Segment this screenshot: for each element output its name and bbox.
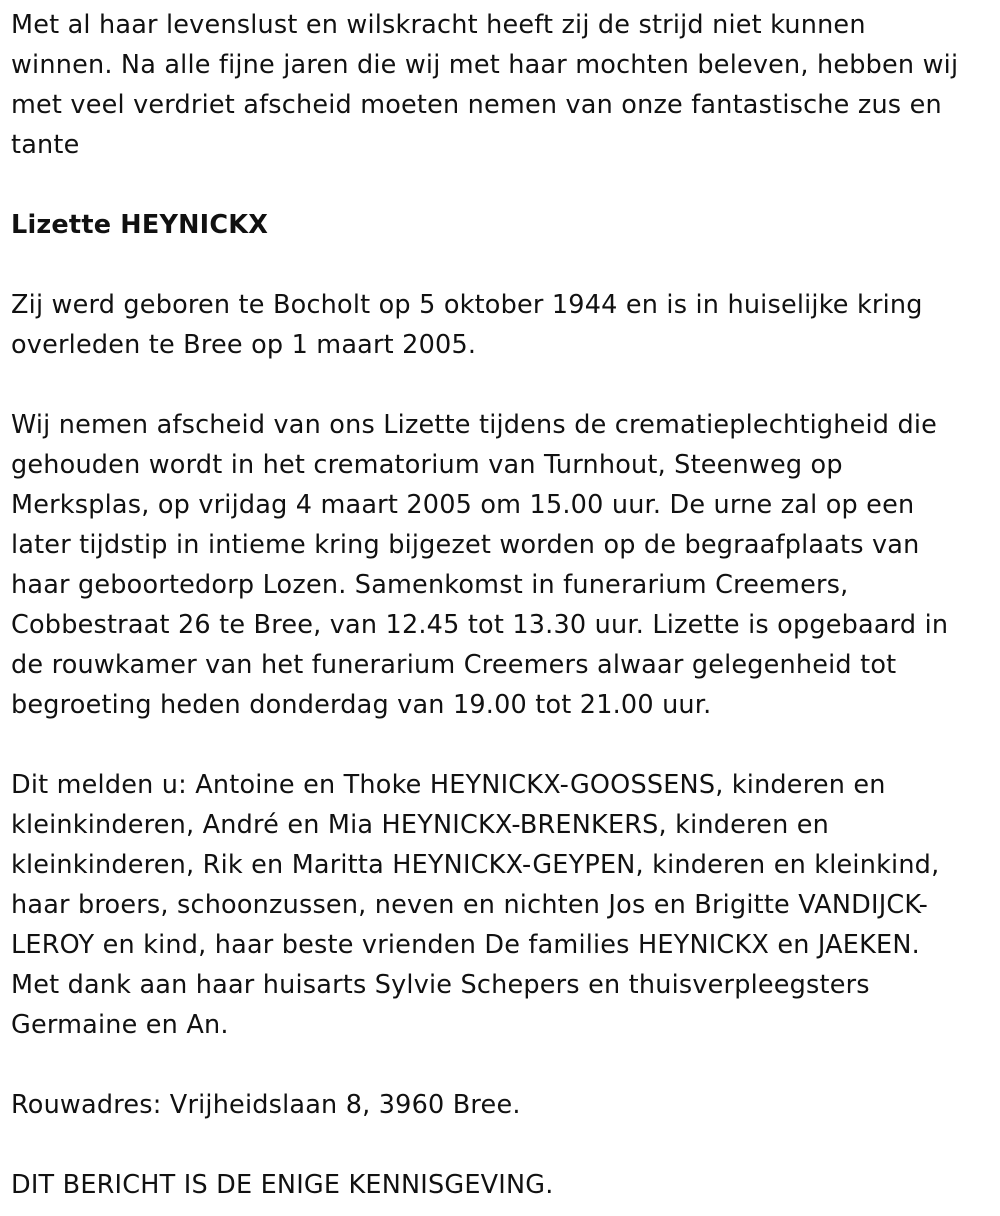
closing-statement: DIT BERICHT IS DE ENIGE KENNISGEVING. bbox=[11, 1170, 554, 1200]
mourning-address: Rouwadres: Vrijheidslaan 8, 3960 Bree. bbox=[11, 1090, 521, 1120]
ceremony-paragraph: Wij nemen afscheid van ons Lizette tijdens de crematieplechtigheid die gehouden wordt in het crematorium van Turnhout, Steenweg op Merksplas, op vrijdag 4 maart 2005 om 15.00 uur. De urne zal op een later tijdstip in intieme kring bijgezet worden op de begraafplaats van haar geboortedorp Lozen. Samenkomst in funerarium Creemers, Cobbestraat 26 te Bree, van 12.45 tot 13.30 uur. Lizette is opgebaard in de rouwkamer van het funerarium Creemers alwaar gelegenheid tot begroeting heden donderdag van 19.00 tot 21.00 uur. bbox=[11, 410, 949, 720]
birth-death-paragraph: Zij werd geboren te Bocholt op 5 oktober 1944 en is in huiselijke kring overleden te Bree op 1 maart 2005. bbox=[11, 290, 923, 360]
announcers-paragraph: Dit melden u: Antoine en Thoke HEYNICKX-GOOSSENS, kinderen en kleinkinderen, André en Mia HEYNICKX-BRENKERS, kinderen en kleinkinderen, Rik en Maritta HEYNICKX-GEYPEN, kinderen en kleinkind, haar broers, schoonzussen, neven en nichten Jos en Brigitte VANDIJCK-LEROY en kind, haar beste vrienden De families HEYNICKX en JAEKEN. Met dank aan haar huisarts Sylvie Schepers en thuisverpleegsters Germaine en An. bbox=[11, 770, 940, 1040]
deceased-name: Lizette HEYNICKX bbox=[11, 210, 269, 240]
intro-paragraph: Met al haar levenslust en wilskracht heeft zij de strijd niet kunnen winnen. Na alle fijne jaren die wij met haar mochten beleven, hebben wij met veel verdriet afscheid moeten nemen van onze fantastische zus en tante bbox=[11, 10, 959, 160]
